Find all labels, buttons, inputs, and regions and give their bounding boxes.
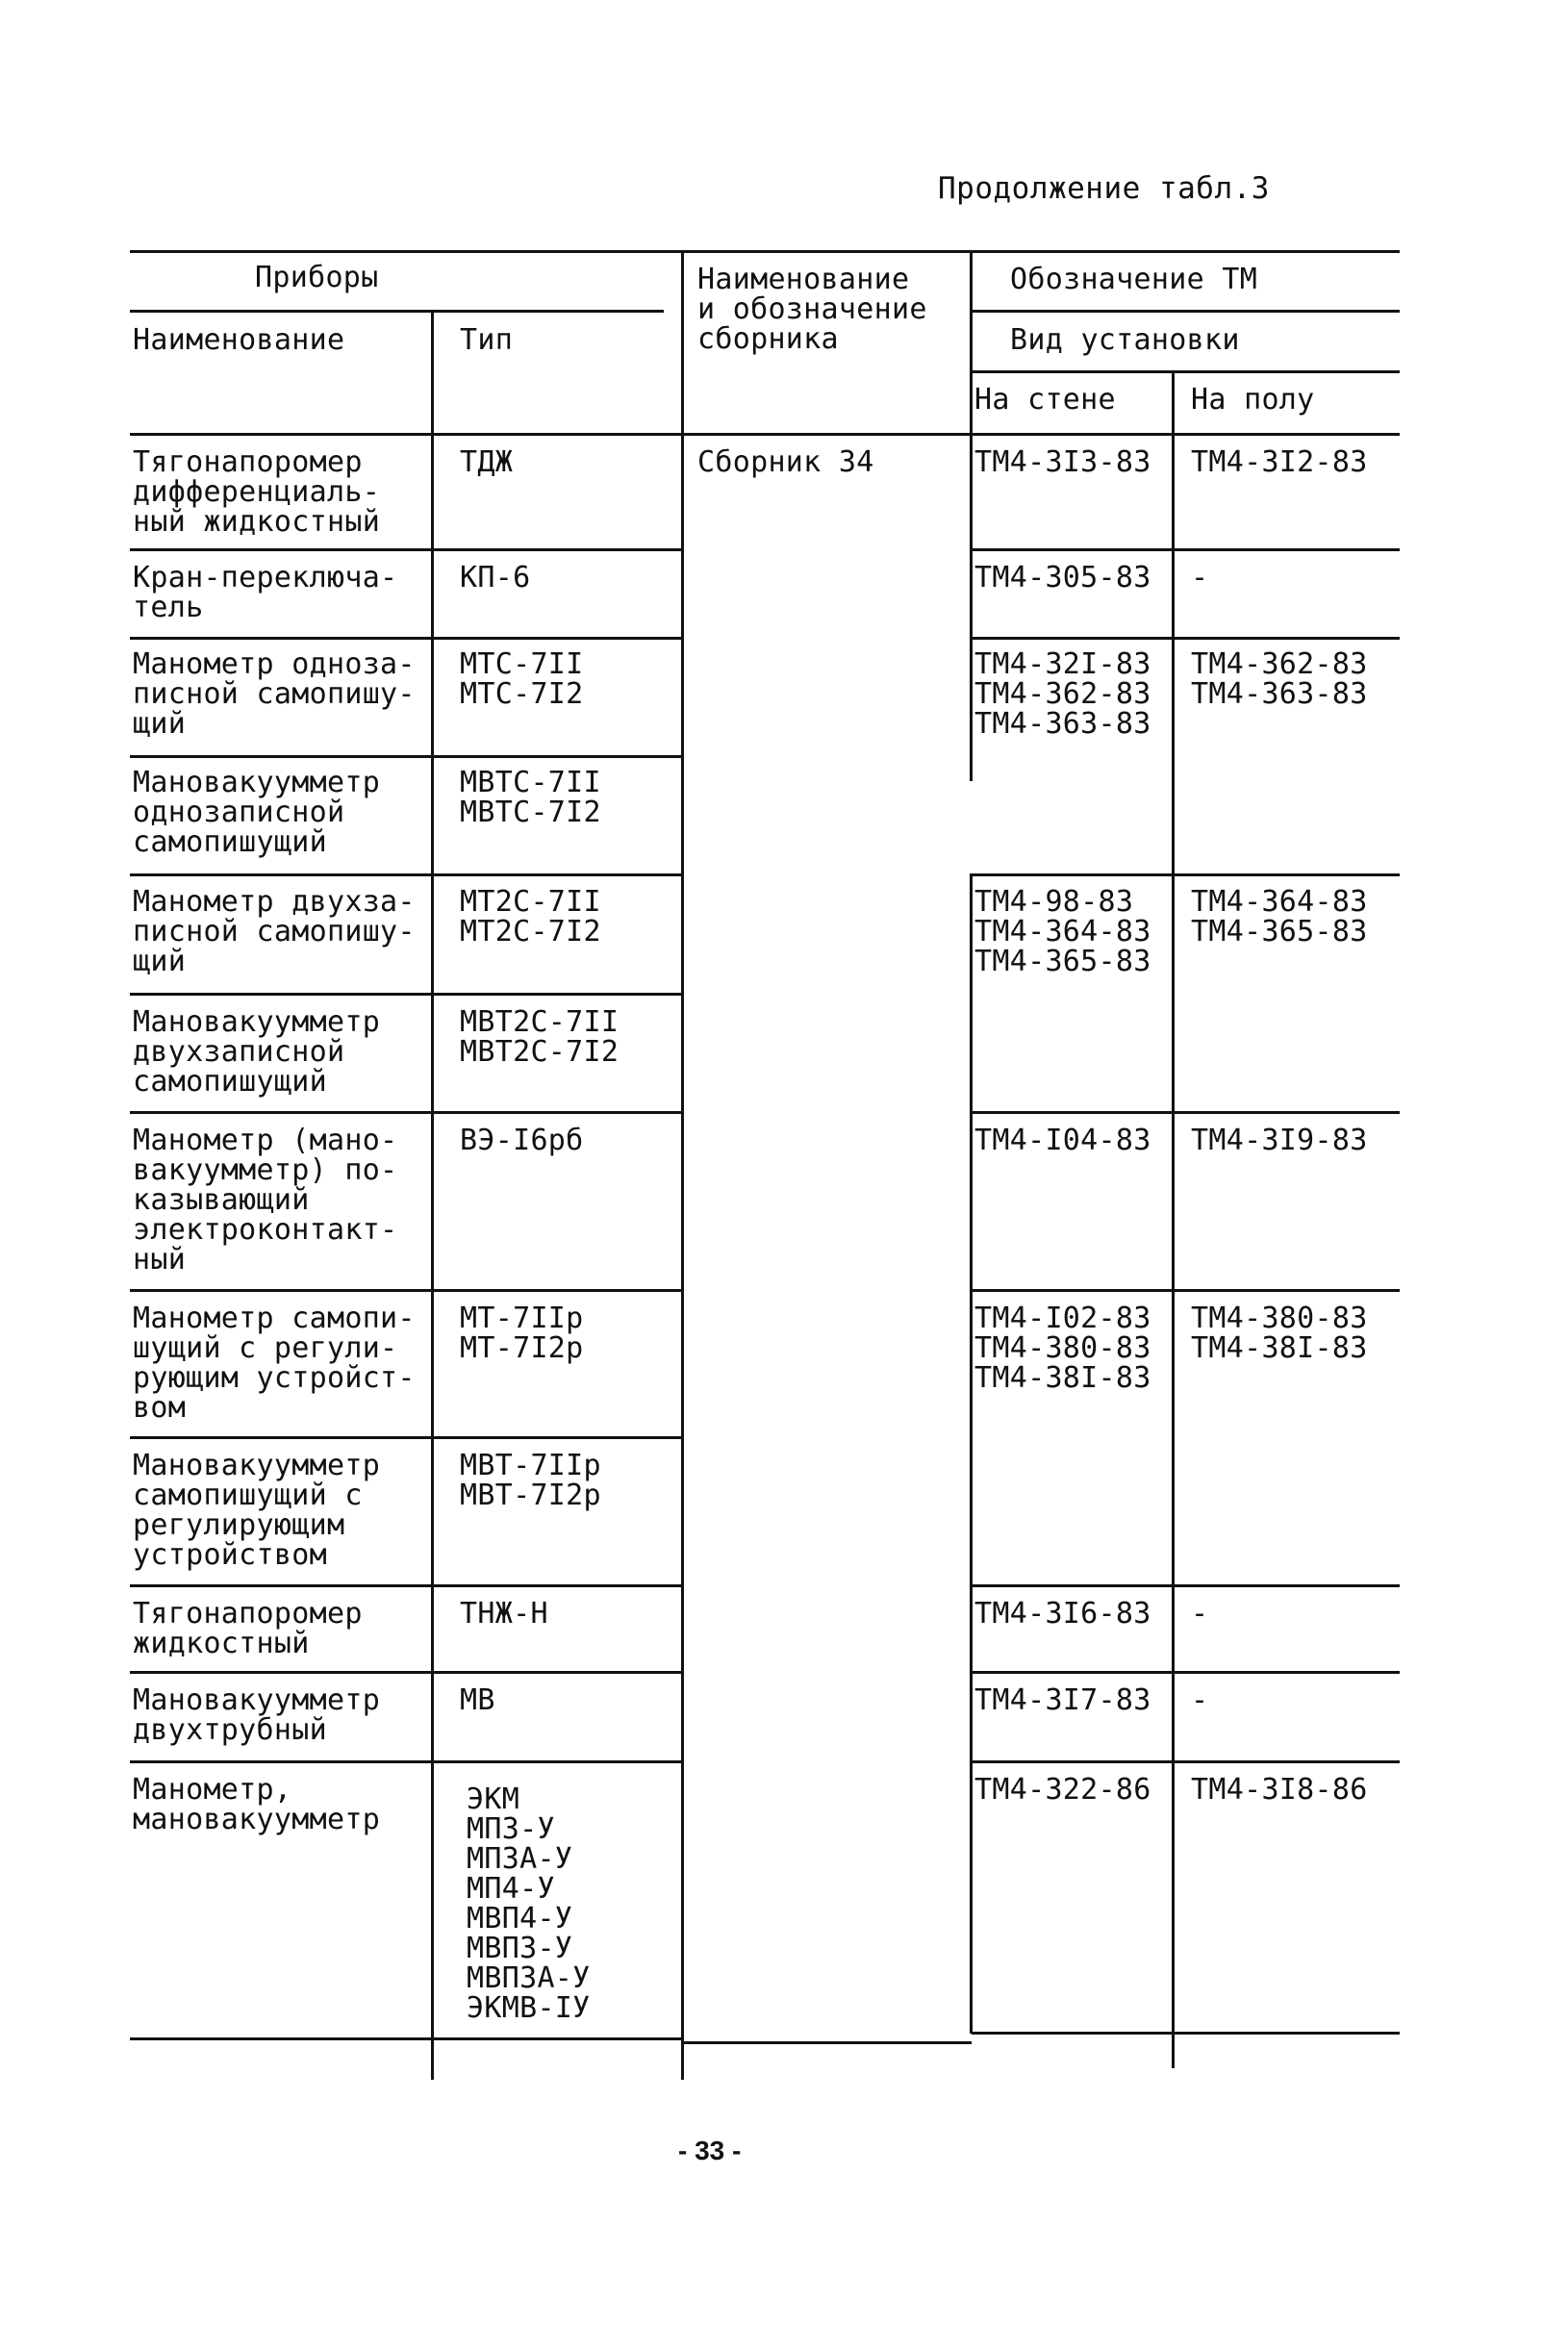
rule-row-9	[130, 1584, 683, 1587]
rule-header-devices	[130, 310, 664, 313]
rule-row-4b	[972, 873, 1400, 876]
row-6-name: Мановакуумметр двухзаписной самопишущий	[133, 1005, 381, 1099]
rule-row-8	[130, 1436, 683, 1439]
row-8-name: Манометр самопи- шущий с регули- рующим устройст- вом	[133, 1302, 416, 1425]
row-5-floor: ТМ4-364-83 ТМ4-365-83	[1191, 885, 1368, 949]
page-number: - 33 -	[678, 2136, 742, 2165]
header-type: Тип	[460, 323, 514, 357]
rule-row-6	[130, 1111, 683, 1114]
col-rule-type	[431, 310, 434, 2080]
row-10-name: Тягонапоромер жидкостный	[133, 1597, 363, 1660]
rule-bottom-mid	[683, 2041, 972, 2044]
header-tm-designation: Обозначение ТМ	[1010, 263, 1258, 296]
row-5-name: Манометр двухза- писной самопишу- щий	[133, 885, 416, 978]
row-8-wall: ТМ4-I02-83 ТМ4-380-83 ТМ4-38I-83	[974, 1302, 1151, 1395]
rule-header-bottom	[130, 433, 1400, 436]
row-8-type: МТ-7IIр МТ-7I2р	[460, 1302, 584, 1365]
header-name: Наименование	[133, 323, 345, 357]
col-rule-wall-2	[970, 873, 973, 2034]
row-1-wall: ТМ4-3I3-83	[974, 445, 1151, 479]
row-4-type: МВТС-7II МВТС-7I2	[460, 766, 601, 829]
rule-row-4	[130, 873, 683, 876]
row-3-name: Манометр одноза- писной самопишу- щий	[133, 647, 416, 741]
row-9-name: Мановакуумметр самопишущий с регулирующим устройством	[133, 1449, 381, 1572]
row-11-floor: -	[1191, 1683, 1209, 1717]
row-6-type: МВТ2С-7II МВТ2С-7I2	[460, 1005, 620, 1069]
row-4-name: Мановакуумметр однозаписной самопишущий	[133, 766, 381, 859]
rule-header-tm	[972, 310, 1400, 313]
row-2-name: Кран-переключа- тель	[133, 561, 398, 624]
row-10-type: ТНЖ-Н	[460, 1597, 548, 1631]
row-8-floor: ТМ4-380-83 ТМ4-38I-83	[1191, 1302, 1368, 1365]
rule-row-1b	[972, 548, 1400, 551]
row-2-wall: ТМ4-305-83	[974, 561, 1151, 594]
row-1-name: Тягонапоромер дифференциаль- ный жидкостный	[133, 445, 381, 539]
row-11-name: Мановакуумметр двухтрубный	[133, 1683, 381, 1747]
row-7-wall: ТМ4-I04-83	[974, 1124, 1151, 1157]
rule-row-3	[130, 755, 683, 758]
row-7-name: Манометр (мано- вакуумметр) по- казывающий электроконтакт- ный	[133, 1124, 398, 1277]
rule-row-11	[130, 1760, 683, 1763]
header-on-wall: На стене	[974, 383, 1116, 417]
rule-row-7	[130, 1289, 683, 1292]
row-12-name: Манометр, мановакуумметр	[133, 1773, 381, 1836]
rule-row-7b	[972, 1289, 1400, 1292]
rule-bottom	[130, 2037, 683, 2040]
row-2-type: КП-6	[460, 561, 531, 594]
row-1-floor: ТМ4-3I2-83	[1191, 445, 1368, 479]
row-10-floor: -	[1191, 1597, 1209, 1631]
rule-row-10	[130, 1671, 683, 1674]
row-9-type: МВТ-7IIр МВТ-7I2р	[460, 1449, 601, 1512]
row-12-floor: ТМ4-3I8-86	[1191, 1773, 1368, 1807]
row-11-type: МВ	[460, 1683, 495, 1717]
header-on-floor: На полу	[1191, 383, 1315, 417]
header-install-kind: Вид установки	[1010, 323, 1240, 357]
row-12-type: ЭКМ МПЗ-У МПЗА-У МП4-У МВП4-У МВПЗ-У МВПЗА-У ЭКМВ-IУ	[467, 1783, 591, 2025]
row-11-wall: ТМ4-3I7-83	[974, 1683, 1151, 1717]
rule-row-5	[130, 993, 683, 996]
row-1-type: ТДЖ	[460, 445, 514, 479]
rule-row-1	[130, 548, 683, 551]
rule-header-install	[972, 370, 1400, 373]
col-rule-collection	[681, 250, 684, 2080]
header-devices: Приборы	[255, 261, 379, 294]
rule-row-6b	[972, 1111, 1400, 1114]
row-10-wall: ТМ4-3I6-83	[974, 1597, 1151, 1631]
row-7-floor: ТМ4-3I9-83	[1191, 1124, 1368, 1157]
row-5-type: МТ2С-7II МТ2С-7I2	[460, 885, 601, 949]
rule-row-2	[130, 637, 683, 640]
row-1-collection: Сборник 34	[697, 445, 874, 479]
row-5-wall: ТМ4-98-83 ТМ4-364-83 ТМ4-365-83	[974, 885, 1151, 978]
rule-row-9b	[972, 1584, 1400, 1587]
col-rule-floor	[1172, 370, 1175, 2068]
table-caption: Продолжение табл.3	[938, 171, 1270, 206]
rule-row-10b	[972, 1671, 1400, 1674]
rule-row-11b	[972, 1760, 1400, 1763]
row-3-wall: ТМ4-32I-83 ТМ4-362-83 ТМ4-363-83	[974, 647, 1151, 741]
col-rule-wall	[970, 250, 973, 781]
rule-row-2b	[972, 637, 1400, 640]
rule-bottom-b	[972, 2032, 1400, 2035]
rule-top	[130, 250, 1400, 253]
row-12-wall: ТМ4-322-86	[974, 1773, 1151, 1807]
row-7-type: ВЭ-I6рб	[460, 1124, 584, 1157]
row-2-floor: -	[1191, 561, 1209, 594]
row-3-type: МТС-7II МТС-7I2	[460, 647, 584, 711]
row-3-floor: ТМ4-362-83 ТМ4-363-83	[1191, 647, 1368, 711]
header-collection: Наименование и обозначение сборника	[697, 263, 927, 356]
